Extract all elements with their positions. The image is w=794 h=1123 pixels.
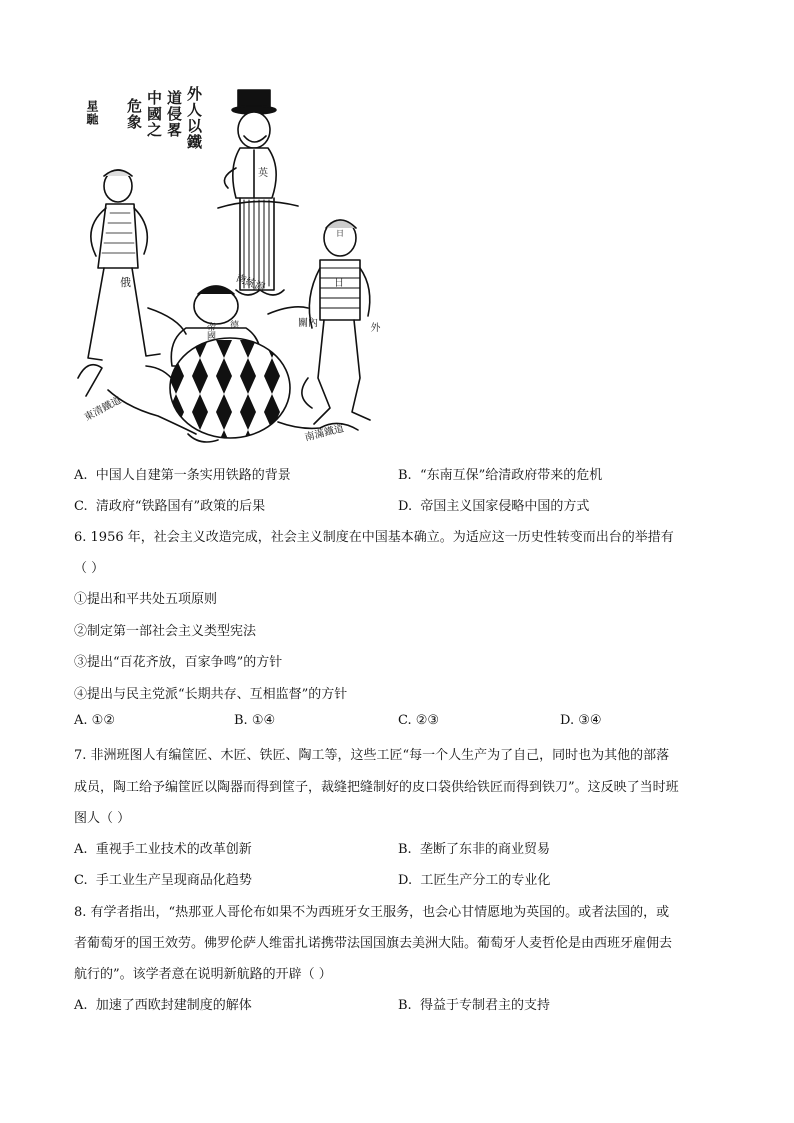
q8-stem-line-3: 航行的”。该学者意在说明新航路的开辟（ ）: [74, 967, 332, 982]
label-japan-hat: 日: [336, 229, 344, 238]
striped-ball: [168, 338, 290, 448]
q8-option-a: [74, 994, 252, 1013]
q6-option-c: [398, 713, 439, 728]
q6-option-d-text: ③④: [578, 713, 602, 728]
q6-item-3: ③提出“百花齐放，百家争鸣”的方针: [74, 655, 283, 670]
label-rail-south-manchuria: 南滿鐵道: [303, 423, 346, 444]
q6-item-4: ④提出与民主党派“长期共存、互相监督”的方针: [74, 687, 348, 702]
q5-option-a-letter: A.: [74, 468, 88, 483]
q7-option-b-text: 垄断了东非的商业贸易: [419, 842, 550, 857]
q8-option-b-letter: B.: [398, 998, 412, 1013]
q5-option-d-text: 帝国主义国家侵略中国的方式: [420, 499, 590, 514]
rail-line-east: [148, 308, 186, 334]
q6-option-c-text: ②③: [415, 713, 440, 728]
q6-option-a-letter: A.: [74, 713, 88, 728]
q7-option-b-letter: B.: [398, 842, 412, 857]
cartoon-caption-col-4: 危象: [125, 98, 143, 130]
q5-option-c: [74, 495, 265, 514]
q6-item-2: ②制定第一部社会主义类型宪法: [74, 624, 257, 639]
q5-option-d: [398, 495, 589, 514]
q5-option-c-text: 清政府“铁路国有”政策的后果: [95, 499, 266, 514]
q7-option-a-text: 重视手工业技术的改革创新: [95, 842, 252, 857]
q7-option-a-letter: A.: [74, 842, 88, 857]
q6-option-a: [74, 713, 115, 728]
q6-option-a-text: ①②: [91, 713, 115, 728]
label-outside: 外: [368, 322, 379, 332]
q7-option-a: [74, 838, 252, 857]
q6-stem-line-2: （ ）: [74, 561, 105, 576]
cartoon-caption-col-1: 外人以鐵: [185, 86, 203, 150]
rail-line-south: [268, 307, 308, 314]
political-cartoon: [68, 78, 398, 448]
q5-option-a-text: 中国人自建第一条实用铁路的背景: [95, 468, 291, 483]
q8-option-a-letter: A.: [74, 998, 88, 1013]
q5-option-b-text: “东南互保”给清政府带来的危机: [419, 468, 603, 483]
label-rail-south: 南統滬: [234, 273, 267, 294]
q8-option-a-text: 加速了西欧封建制度的解体: [95, 998, 252, 1013]
label-rail-east: 東清鐵道: [82, 395, 124, 424]
q7-stem-line-2: 成员，陶工给予编筐匠以陶器而得到筐子，裁缝把缝制好的皮口袋供给铁匠而得到铁刀”。这反映了当时班: [74, 780, 679, 795]
q5-option-c-letter: C.: [74, 499, 88, 514]
cartoon-caption-col-2: 道侵畧: [165, 90, 183, 138]
q7-option-c: [74, 869, 252, 888]
q6-option-b-letter: B.: [234, 713, 248, 728]
q5-option-b-letter: B.: [398, 468, 412, 483]
q7-option-c-text: 手工业生产呈现商品化趋势: [95, 873, 252, 888]
q7-stem-line-3: 图人（ ）: [74, 811, 131, 826]
q6-item-1: ①提出和平共处五项原则: [74, 592, 218, 607]
q6-option-d-letter: D.: [560, 713, 575, 728]
q6-option-c-letter: C.: [398, 713, 412, 728]
label-germany: 德: [230, 321, 240, 331]
q6-option-b-text: ①④: [251, 713, 276, 728]
label-empire: 帝國: [205, 322, 215, 340]
britain-figure: [218, 90, 298, 295]
q8-stem-line-2: 者葡萄牙的国王效劳。佛罗伦萨人维雷扎诺携带法国国旗去美洲大陆。葡萄牙人麦哲伦是由西班牙雇佣去: [74, 936, 673, 951]
cartoon-caption-col-5: 星馳: [85, 100, 99, 126]
q7-option-c-letter: C.: [74, 873, 88, 888]
q7-option-d-text: 工匠生产分工的专业化: [420, 873, 551, 888]
label-britain: 英: [258, 168, 268, 179]
q6-stem-line-1: 6. 1956 年，社会主义改造完成，社会主义制度在中国基本确立。为适应这一历史性转变而出台的举措有: [74, 530, 674, 545]
label-gate: 關內: [298, 318, 318, 329]
label-russia: 俄: [120, 276, 131, 289]
q7-stem-line-1: 7. 非洲班图人有编筐匠、木匠、铁匠、陶工等，这些工匠“每一个人生产为了自己，同时也为其他的部落: [74, 748, 670, 763]
q7-option-d-letter: D.: [398, 873, 413, 888]
q6-option-b: [234, 713, 275, 728]
q5-option-b: [398, 464, 602, 483]
q6-option-d: [560, 713, 602, 728]
q8-option-b: [398, 994, 550, 1013]
q5-option-a: [74, 464, 291, 483]
cartoon-caption-col-3: 中國之: [145, 90, 163, 138]
q7-option-d: [398, 869, 550, 888]
cartoon-drawing: [68, 78, 398, 448]
label-japan: 日: [334, 278, 344, 289]
q7-option-b: [398, 838, 550, 857]
q5-option-d-letter: D.: [398, 499, 413, 514]
q8-option-b-text: 得益于专制君主的支持: [419, 998, 550, 1013]
q8-stem-line-1: 8. 有学者指出，“热那亚人哥伦布如果不为西班牙女王服务，也会心甘情愿地为英国的。或者法国的，或: [74, 905, 670, 920]
